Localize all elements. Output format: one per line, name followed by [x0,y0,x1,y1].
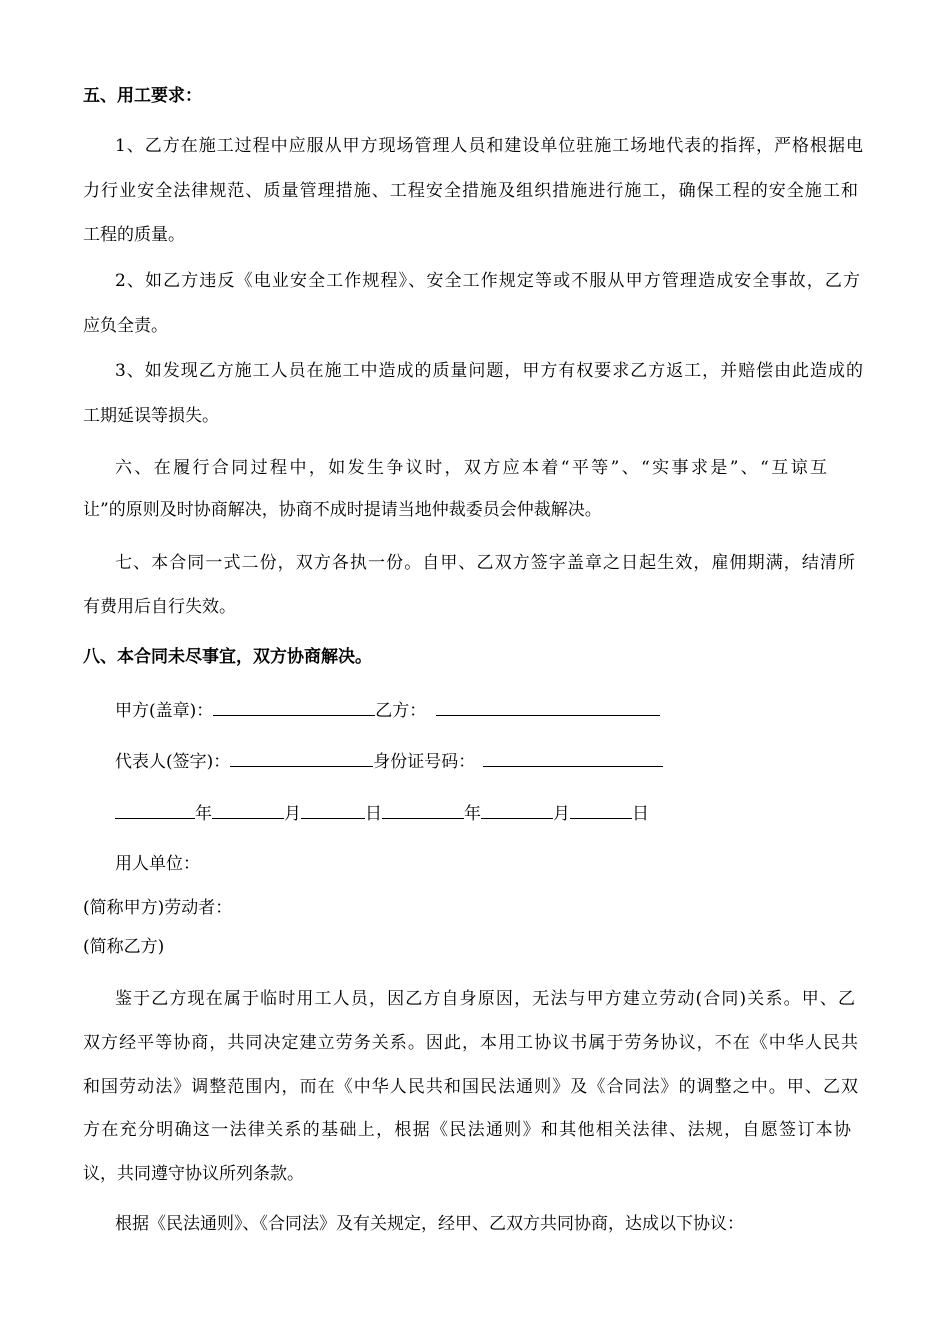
preamble-line3: 和国劳动法》调整范围内，而在《中华人民共和国民法通则》及《合同法》的调整之中。甲、乙双 [83,1077,858,1097]
party-b-day-line[interactable] [570,801,632,819]
sec5-p3-line2: 工期延误等损失。 [83,406,219,426]
party-b-label: 乙方： [375,701,427,721]
party-b-sign-line[interactable] [436,698,660,716]
section-8-heading: 八、本合同未尽事宜，双方协商解决。 [83,647,372,667]
party-a-day-line[interactable] [301,801,365,819]
preamble-line1: 鉴于乙方现在属于临时用工人员，因乙方自身原因，无法与甲方建立劳动(合同)关系。甲、乙 [115,989,855,1009]
sec5-p1-line3: 工程的质量。 [83,225,185,245]
id-number-label: 身份证号码： [373,752,476,772]
party-a-label: 甲方(盖章)： [115,701,214,721]
party-a-sign-line[interactable] [213,698,375,716]
day-label-a: 日 [365,804,382,824]
sec5-p1-line2: 力行业安全法律规范、质量管理措施、工程安全措施及组织措施进行施工，确保工程的安全施工和 [83,181,858,201]
party-a-month-line[interactable] [212,801,284,819]
sec6-line2: 让”的原则及时协商解决，协商不成时提请当地仲裁委员会仲裁解决。 [83,500,602,520]
agreement-line: 根据《民法通则》、《合同法》及有关规定，经甲、乙双方共同协商，达成以下协议： [115,1214,744,1234]
sec5-p3-line1: 3、如发现乙方施工人员在施工中造成的质量问题，甲方有权要求乙方返工，并赔偿由此造成的 [115,361,863,381]
preamble-line5: 议，共同遵守协议所列条款。 [83,1164,304,1184]
party-b-year-line[interactable] [382,801,464,819]
representative-sign-line[interactable] [230,749,373,767]
preamble-line4: 方在充分明确这一法律关系的基础上，根据《民法通则》和其他相关法律、法规，自愿签订本协 [83,1120,851,1140]
sec5-p2-line1: 2、如乙方违反《电业安全工作规程》、安全工作规定等或不服从甲方管理造成安全事故，乙方 [115,271,860,291]
preamble-line2: 双方经平等协商，共同决定建立劳务关系。因此，本用工协议书属于劳务协议，不在《中华人民共 [83,1033,858,1053]
representative-label: 代表人(签字)： [115,752,231,772]
section-5-heading: 五、用工要求： [83,86,202,106]
sec7-line1: 七、本合同一式二份，双方各执一份。自甲、乙双方签字盖章之日起生效，雇佣期满，结清所 [115,553,855,573]
year-label-a: 年 [195,804,212,824]
employer-abbr-worker-label: (简称甲方)劳动者： [83,898,233,918]
signature-row-parties [115,698,660,722]
year-label-b: 年 [464,804,481,824]
worker-abbr-label: (简称乙方) [83,937,165,957]
sec5-p1-line1: 1、乙方在施工过程中应服从甲方现场管理人员和建设单位驻施工场地代表的指挥，严格根据电 [115,136,863,156]
signature-row-dates [115,801,649,825]
sec5-p2-line2: 应负全责。 [83,316,168,336]
day-label-b: 日 [632,804,649,824]
sec7-line2: 有费用后自行失效。 [83,597,236,617]
sec6-line1: 六、在履行合同过程中，如发生争议时，双方应本着“平等”、“实事求是”、“互谅互 [115,458,827,478]
party-a-year-line[interactable] [115,801,195,819]
id-number-line[interactable] [483,749,663,767]
signature-row-rep [115,749,663,773]
employer-label: 用人单位： [115,854,200,874]
party-b-month-line[interactable] [481,801,553,819]
month-label-a: 月 [284,804,301,824]
month-label-b: 月 [553,804,570,824]
